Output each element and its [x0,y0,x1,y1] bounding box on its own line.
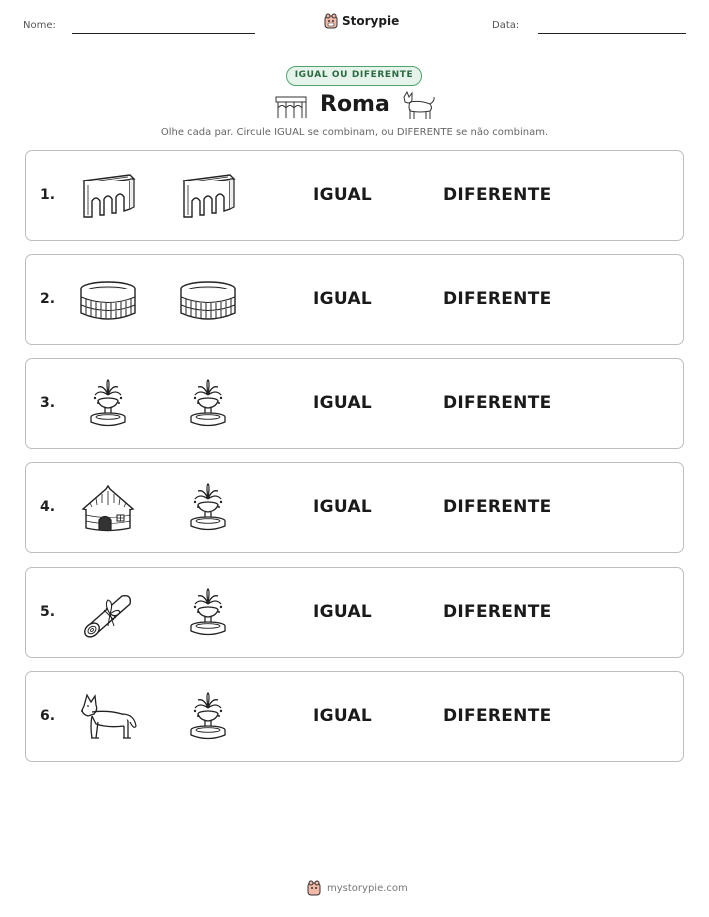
instructions: Olhe cada par. Circule IGUAL se combinam, ou DIFERENTE se não combinam. [160,127,549,138]
diferente-option[interactable]: DIFERENTE [443,393,552,413]
date-line[interactable] [538,33,686,34]
igual-option[interactable]: IGUAL [313,602,373,622]
exercise-number: 3. [40,395,56,411]
exercise-row [25,462,684,553]
exercise-number: 6. [40,708,56,724]
aqueduct-decoration-icon [274,94,308,120]
hut-icon [78,483,138,535]
exercise-row [25,254,684,345]
exercise-number: 2. [40,291,56,307]
fountain-icon [178,379,238,431]
diferente-option[interactable]: DIFERENTE [443,185,552,205]
colosseum-icon [178,275,238,327]
footer-url[interactable]: mystorypie.com [327,882,408,894]
igual-option[interactable]: IGUAL [313,393,373,413]
wolf-icon [78,692,138,744]
brand-logo [324,13,399,29]
brand-name: Storypie [342,14,400,28]
storypie-mascot-icon [324,13,338,29]
exercise-number: 1. [40,187,56,203]
igual-option[interactable]: IGUAL [313,185,373,205]
igual-option[interactable]: IGUAL [313,289,373,309]
storypie-mascot-icon [307,880,321,896]
aqueduct-icon [78,171,138,223]
diferente-option[interactable]: DIFERENTE [443,706,552,726]
colosseum-icon [78,275,138,327]
exercise-row [25,671,684,762]
name-label: Nome: [23,20,56,31]
date-label: Data: [492,20,520,31]
fountain-icon [178,692,238,744]
exercise-row [25,567,684,658]
exercise-number: 4. [40,499,56,515]
igual-option[interactable]: IGUAL [313,497,373,517]
exercise-number: 5. [40,604,56,620]
fountain-icon [78,379,138,431]
diferente-option[interactable]: DIFERENTE [443,289,552,309]
page-title: Roma [320,92,390,117]
igual-option[interactable]: IGUAL [313,706,373,726]
footer [307,880,408,896]
aqueduct-icon [178,171,238,223]
fountain-icon [178,588,238,640]
exercise-row [25,358,684,449]
diferente-option[interactable]: DIFERENTE [443,497,552,517]
worksheet-type-badge: IGUAL OU DIFERENTE [286,66,422,86]
diferente-option[interactable]: DIFERENTE [443,602,552,622]
wolf-decoration-icon [400,91,436,121]
name-line[interactable] [72,33,255,34]
exercise-row [25,150,684,241]
fountain-icon [178,483,238,535]
scroll-icon [78,588,138,640]
